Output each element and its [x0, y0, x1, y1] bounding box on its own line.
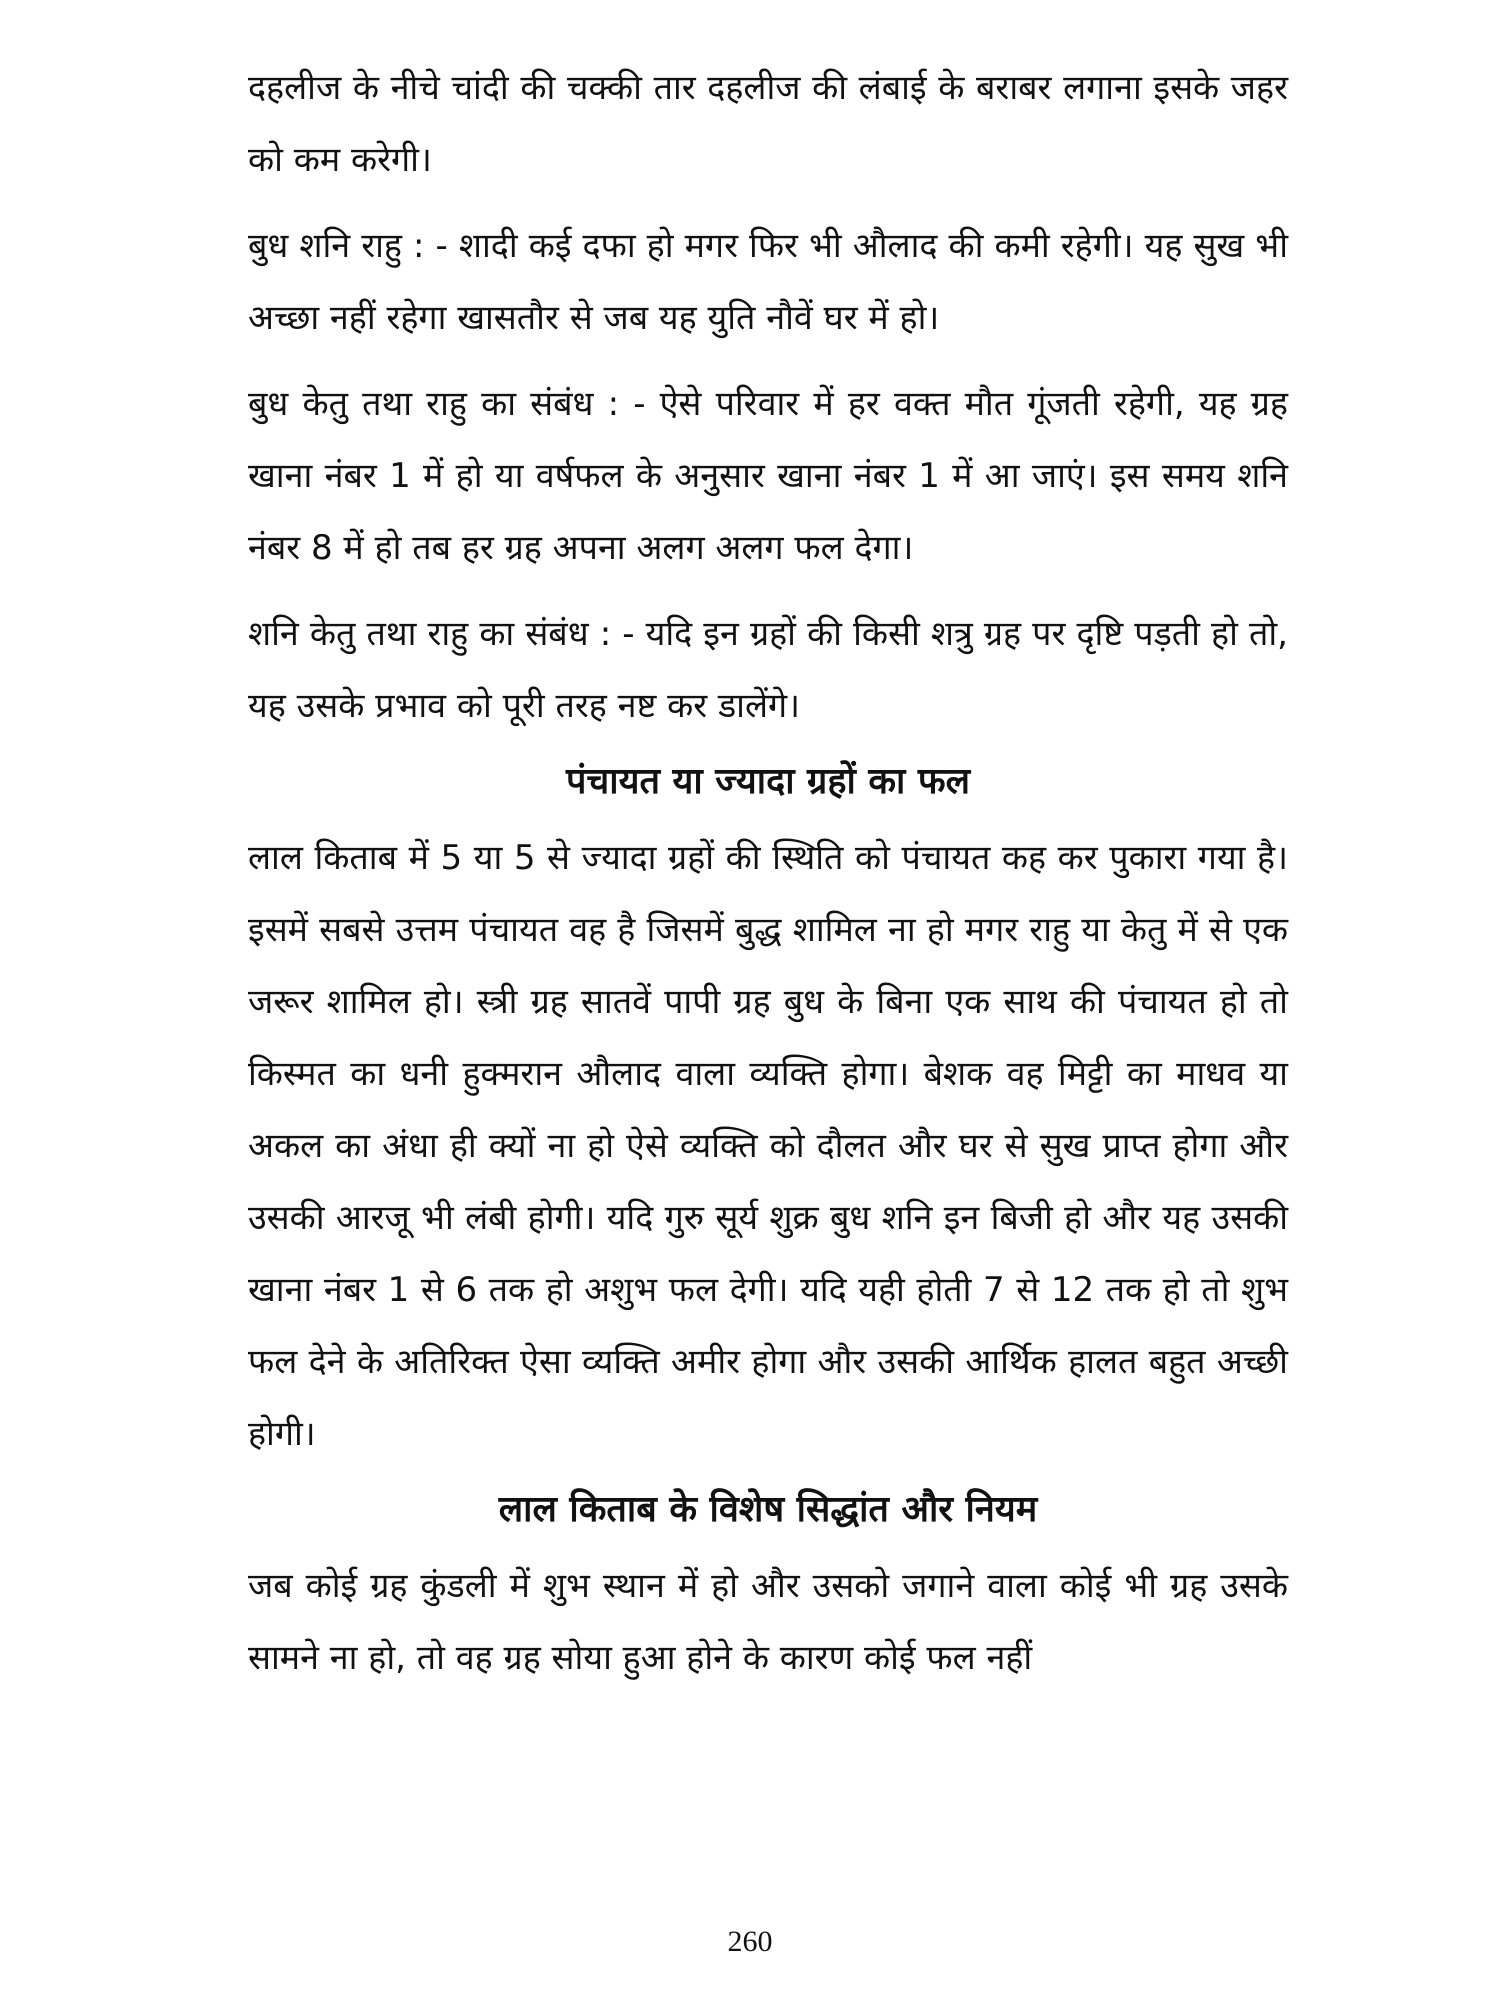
paragraph-rules: जब कोई ग्रह कुंडली में शुभ स्थान में हो और उसको जगाने वाला कोई भी ग्रह उसके सामने ना हो, तो वह ग्रह सोया हुआ होने के कारण कोई फल नहीं: [248, 1566, 1288, 1678]
paragraph-threshold-remedy: दहलीज के नीचे चांदी की चक्की तार दहलीज की लंबाई के बराबर लगाना इसके जहर को कम करेगी।: [248, 68, 1288, 180]
paragraph-panchayat: लाल किताब में 5 या 5 से ज्यादा ग्रहों की स्थिति को पंचायत कह कर पुकारा गया है। इसमें सबसे उत्तम पंचायत वह है जिसमें बुद्ध शामिल ना हो मगर राहु या केतु में से एक जरूर शामिल हो। स्त्री ग्रह सातवें पापी ग्रह बुध के बिना एक साथ की पंचायत हो तो किस्मत का धनी हुक्मरान औलाद वाला व्यक्ति होगा। बेशक वह मिट्टी का माधव या अकल का अंधा ही क्यों ना हो ऐसे व्यक्ति को दौलत और घर से सुख प्राप्त होगा और उसकी आरजू भी लंबी होगी। यदि गुरु सूर्य शुक्र बुध शनि इन बिजी हो और यह उसकी खाना नंबर 1 से 6 तक हो अशुभ फल देगी। यदि यही होती 7 से 12 तक हो तो शुभ फल देने के अतिरिक्त ऐसा व्यक्ति अमीर होगा और उसकी आर्थिक हालत बहुत अच्छी होगी।: [248, 838, 1288, 1454]
paragraph-budh-ketu-rahu: बुध केतु तथा राहु का संबंध : - ऐसे परिवार में हर वक्त मौत गूंजती रहेगी, यह ग्रह खाना नंबर 1 में हो या वर्षफल के अनुसार खाना नंबर 1 में आ जाएं। इस समय शनि नंबर 8 में हो तब हर ग्रह अपना अलग अलग फल देगा।: [248, 384, 1288, 568]
section-heading-rules: लाल किताब के विशेष सिद्धांत और नियम: [498, 1489, 1038, 1530]
page-content: [248, 52, 1288, 1694]
paragraph-shani-ketu-rahu: शनि केतु तथा राहु का संबंध : - यदि इन ग्रहों की किसी शत्रु ग्रह पर दृष्टि पड़ती हो तो, यह उसके प्रभाव को पूरी तरह नष्ट कर डालेंगे।: [248, 614, 1288, 726]
section-heading-panchayat: पंचायत या ज्यादा ग्रहों का फल: [565, 761, 971, 802]
page-number: 260: [727, 1925, 773, 1958]
paragraph-budh-shani-rahu: बुध शनि राहु : - शादी कई दफा हो मगर फिर भी औलाद की कमी रहेगी। यह सुख भी अच्छा नहीं रहेगा खासतौर से जब यह युति नौवें घर में हो।: [248, 226, 1288, 338]
